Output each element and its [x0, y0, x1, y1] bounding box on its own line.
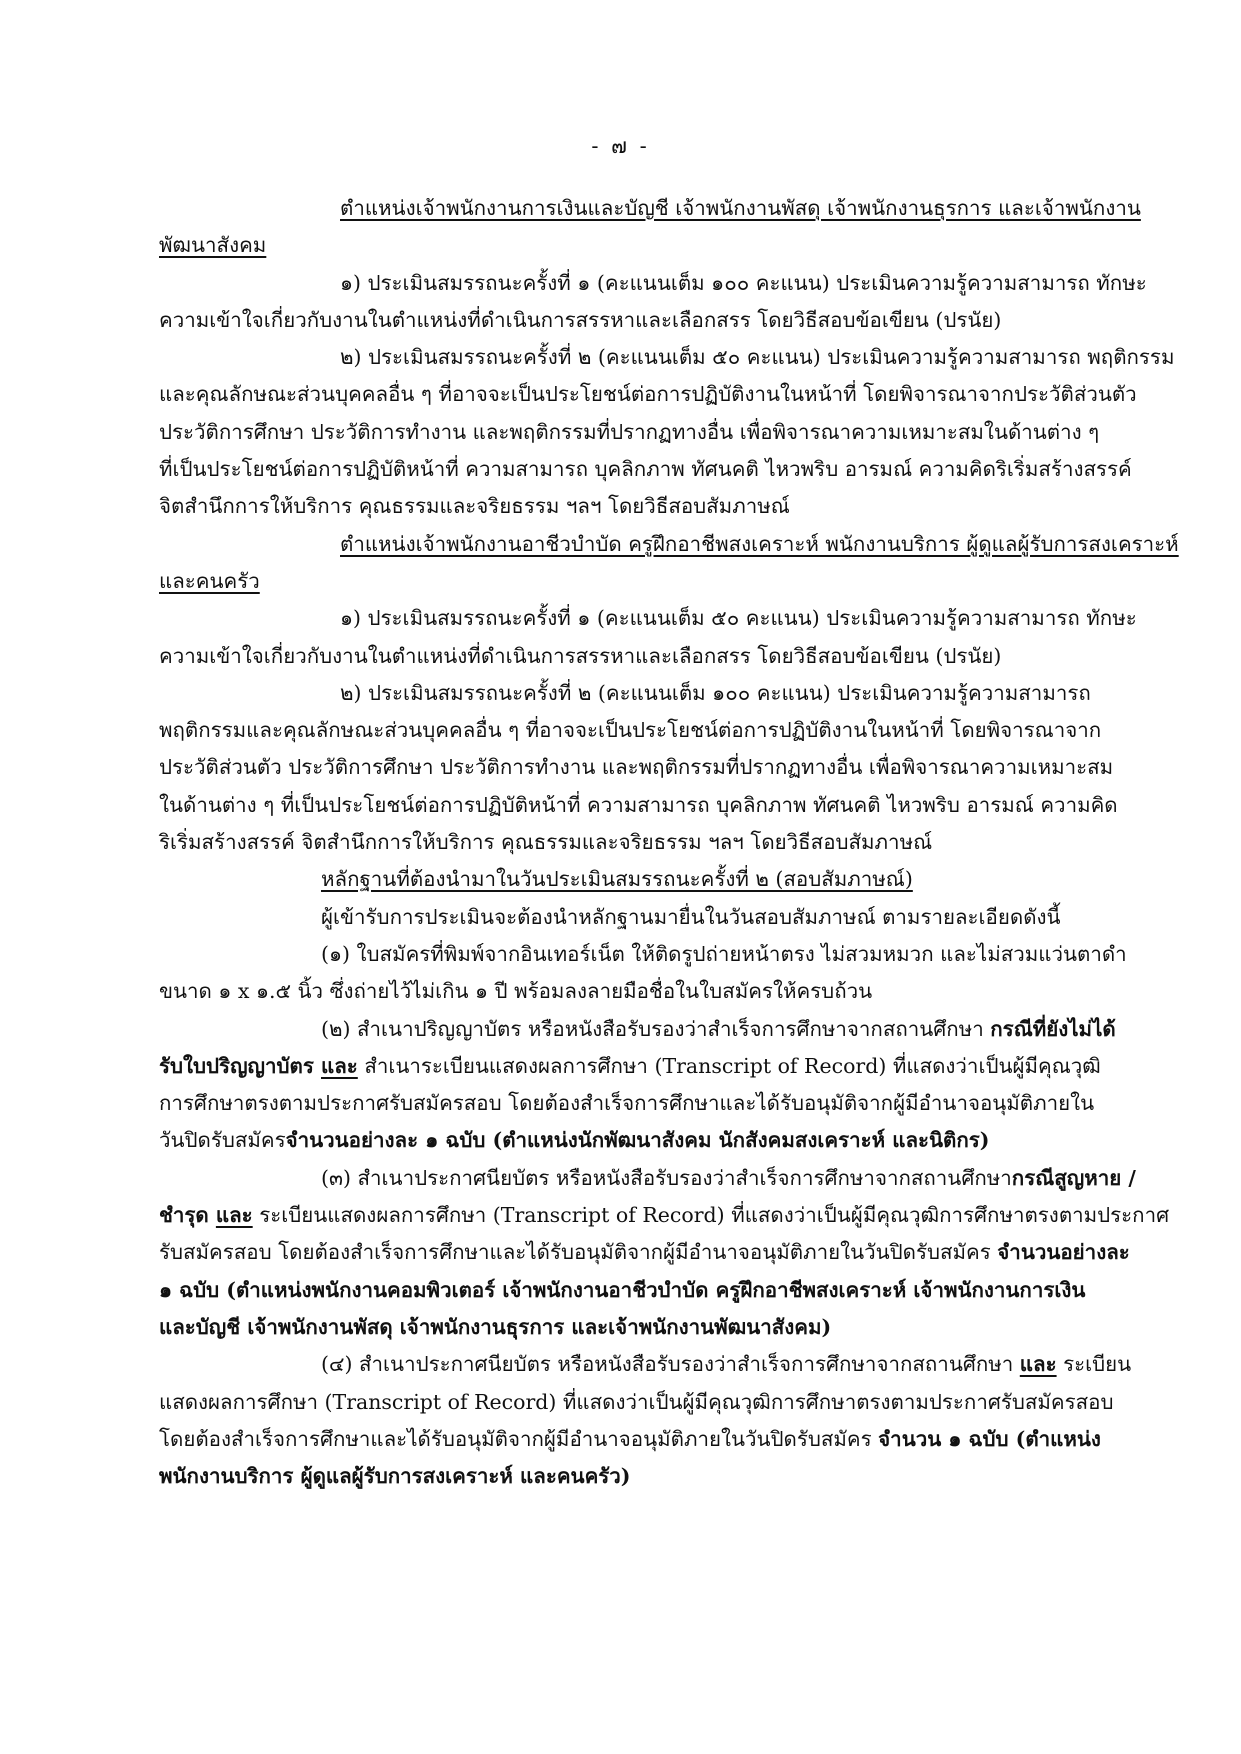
- section1-heading-cont: พัฒนาสังคม: [159, 233, 267, 258]
- evidence-4-line4: พนักงานบริการ ผู้ดูแลผู้รับการสงเคราะห์ และคนครัว): [159, 1464, 631, 1489]
- evidence-2-line2: รับใบปริญญาบัตร และ สำเนาระเบียนแสดงผลการศึกษา (Transcript of Record) ที่แสดงว่าเป็นผู้มีคุณวุฒิ: [159, 1053, 1101, 1078]
- evidence-3-line5: และบัญชี เจ้าพนักงานพัสดุ เจ้าพนักงานธุรการ และเจ้าพนักงานพัฒนาสังคม): [159, 1314, 832, 1339]
- s1-item1-line2: ความเข้าใจเกี่ยวกับงานในตำแหน่งที่ดำเนินการสรรหาและเลือกสรร โดยวิธีสอบข้อเขียน (ปรนัย): [159, 307, 1002, 332]
- section1-heading: ตำแหน่งเจ้าพนักงานการเงินและบัญชี เจ้าพนักงานพัสดุ เจ้าพนักงานธุรการ และเจ้าพนักงาน: [340, 196, 1141, 220]
- evidence-3-line2: ชำรุด และ ระเบียนแสดงผลการศึกษา (Transcript of Record) ที่แสดงว่าเป็นผู้มีคุณวุฒิการศึกษาตรงตามประกาศ: [159, 1203, 1170, 1228]
- evidence-3-line1: (๓) สำเนาประกาศนียบัตร หรือหนังสือรับรองว่าสำเร็จการศึกษาจากสถานศึกษากรณีสูญหาย /: [321, 1165, 1136, 1190]
- evidence-2-line1: (๒) สำเนาปริญญาบัตร หรือหนังสือรับรองว่าสำเร็จการศึกษาจากสถานศึกษา กรณีที่ยังไม่ได้: [321, 1016, 1116, 1041]
- page-number: - ๗ -: [591, 134, 650, 158]
- s1-item2-line2: และคุณลักษณะส่วนบุคคลอื่น ๆ ที่อาจจะเป็นประโยชน์ต่อการปฏิบัติงานในหน้าที่ โดยพิจารณาจากประวัติส่วนตัว: [159, 382, 1137, 407]
- evidence-1-line2: ขนาด ๑ x ๑.๕ นิ้ว ซึ่งถ่ายไว้ไม่เกิน ๑ ปี พร้อมลงลายมือชื่อในใบสมัครให้ครบถ้วน: [159, 979, 873, 1004]
- document-body: [159, 190, 1179, 1495]
- s2-item2-line5: ริเริ่มสร้างสรรค์ จิตสำนึกการให้บริการ คุณธรรมและจริยธรรม ฯลฯ โดยวิธีสอบสัมภาษณ์: [159, 830, 933, 855]
- s2-item2-line3: ประวัติส่วนตัว ประวัติการศึกษา ประวัติการทำงาน และพฤติกรรมที่ปรากฏทางอื่น เพื่อพิจารณาความเหมาะสม: [159, 755, 1114, 780]
- s2-item1-line1: ๑) ประเมินสมรรถนะครั้งที่ ๑ (คะแนนเต็ม ๕๐ คะแนน) ประเมินความรู้ความสามารถ ทักษะ: [340, 606, 1137, 631]
- evidence-3-line4: ๑ ฉบับ (ตำแหน่งพนักงานคอมพิวเตอร์ เจ้าพนักงานอาชีวบำบัด ครูฝึกอาชีพสงเคราะห์ เจ้าพนักงานการเงิน: [159, 1277, 1086, 1302]
- s1-item2-line5: จิตสำนึกการให้บริการ คุณธรรมและจริยธรรม ฯลฯ โดยวิธีสอบสัมภาษณ์: [159, 494, 790, 519]
- s2-item2-line2: พฤติกรรมและคุณลักษณะส่วนบุคคลอื่น ๆ ที่อาจจะเป็นประโยชน์ต่อการปฏิบัติงานในหน้าที่ โดยพิจารณาจาก: [159, 718, 1102, 743]
- s1-item2-line1: ๒) ประเมินสมรรถนะครั้งที่ ๒ (คะแนนเต็ม ๕๐ คะแนน) ประเมินความรู้ความสามารถ พฤติกรรม: [340, 345, 1175, 370]
- evidence-3-line3: รับสมัครสอบ โดยต้องสำเร็จการศึกษาและได้รับอนุมัติจากผู้มีอำนาจอนุมัติภายในวันปิดรับสมัคร จำนวนอย่างละ: [159, 1240, 1130, 1265]
- evidence-2-line4: วันปิดรับสมัครจำนวนอย่างละ ๑ ฉบับ (ตำแหน่งนักพัฒนาสังคม นักสังคมสงเคราะห์ และนิติกร): [159, 1128, 990, 1153]
- evidence-heading: หลักฐานที่ต้องนำมาในวันประเมินสมรรถนะครั้งที่ ๒ (สอบสัมภาษณ์): [321, 867, 913, 892]
- s2-item1-line2: ความเข้าใจเกี่ยวกับงานในตำแหน่งที่ดำเนินการสรรหาและเลือกสรร โดยวิธีสอบข้อเขียน (ปรนัย): [159, 643, 1002, 668]
- s2-item2-line4: ในด้านต่าง ๆ ที่เป็นประโยชน์ต่อการปฏิบัติหน้าที่ ความสามารถ บุคลิกภาพ ทัศนคติ ไหวพริบ อารมณ์ ความคิด: [159, 792, 1118, 817]
- evidence-1-line1: (๑) ใบสมัครที่พิมพ์จากอินเทอร์เน็ต ให้ติดรูปถ่ายหน้าตรง ไม่สวมหมวก และไม่สวมแว่นตาดำ: [321, 941, 1127, 966]
- s1-item2-line4: ที่เป็นประโยชน์ต่อการปฏิบัติหน้าที่ ความสามารถ บุคลิกภาพ ทัศนคติ ไหวพริบ อารมณ์ ความคิดริเริ่มสร้างสรรค์: [159, 457, 1132, 482]
- evidence-4-line1: (๔) สำเนาประกาศนียบัตร หรือหนังสือรับรองว่าสำเร็จการศึกษาจากสถานศึกษา และ ระเบียน: [321, 1352, 1132, 1377]
- evidence-intro: ผู้เข้ารับการประเมินจะต้องนำหลักฐานมายื่นในวันสอบสัมภาษณ์ ตามรายละเอียดดังนี้: [321, 904, 1061, 929]
- evidence-4-line2: แสดงผลการศึกษา (Transcript of Record) ที่แสดงว่าเป็นผู้มีคุณวุฒิการศึกษาตรงตามประกาศรับสมัครสอบ: [159, 1389, 1114, 1414]
- evidence-4-line3: โดยต้องสำเร็จการศึกษาและได้รับอนุมัติจากผู้มีอำนาจอนุมัติภายในวันปิดรับสมัคร จำนวน ๑ ฉบับ (ตำแหน่ง: [159, 1426, 1101, 1451]
- section2-heading: ตำแหน่งเจ้าพนักงานอาชีวบำบัด ครูฝึกอาชีพสงเคราะห์ พนักงานบริการ ผู้ดูแลผู้รับการสงเคราะห์: [340, 531, 1179, 556]
- s2-item2-line1: ๒) ประเมินสมรรถนะครั้งที่ ๒ (คะแนนเต็ม ๑๐๐ คะแนน) ประเมินความรู้ความสามารถ: [340, 680, 1091, 705]
- s1-item2-line3: ประวัติการศึกษา ประวัติการทำงาน และพฤติกรรมที่ปรากฏทางอื่น เพื่อพิจารณาความเหมาะสมในด้านต่าง ๆ: [159, 419, 1100, 444]
- section2-heading-cont: และคนครัว: [159, 568, 260, 593]
- s1-item1-line1: ๑) ประเมินสมรรถนะครั้งที่ ๑ (คะแนนเต็ม ๑๐๐ คะแนน) ประเมินความรู้ความสามารถ ทักษะ: [340, 270, 1147, 295]
- evidence-2-line3: การศึกษาตรงตามประกาศรับสมัครสอบ โดยต้องสำเร็จการศึกษาและได้รับอนุมัติจากผู้มีอำนาจอนุมัติภายใน: [159, 1091, 1095, 1116]
